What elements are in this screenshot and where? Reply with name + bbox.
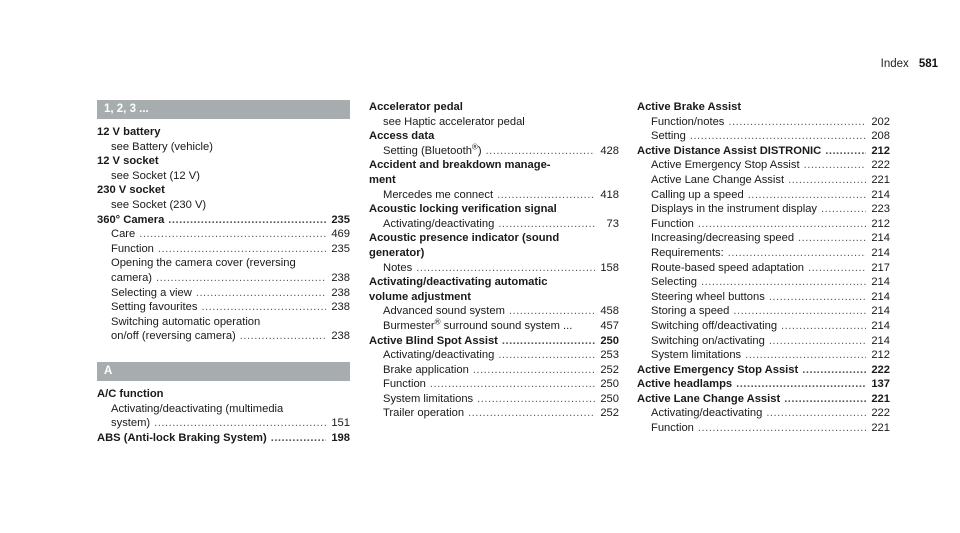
page-reference: 214: [871, 188, 890, 201]
subentry-label: Notes: [383, 261, 413, 274]
subentry-row[interactable]: [637, 275, 890, 290]
subentry-row[interactable]: [97, 416, 350, 431]
page-reference: 250: [600, 392, 619, 405]
cross-reference-link[interactable]: see Haptic accelerator pedal: [383, 115, 525, 128]
page-header: [881, 58, 938, 70]
leader-dots: [468, 406, 595, 421]
index-entry: [97, 213, 350, 344]
entry-heading-row[interactable]: [637, 392, 890, 407]
leader-dots: [430, 377, 595, 392]
leader-dots: [781, 319, 866, 334]
index-column-3: [637, 100, 890, 436]
entry-heading: A/C function: [97, 387, 164, 400]
subentry-label: Displays in the instrument display: [651, 203, 818, 216]
subentry-label: Advanced sound system: [383, 305, 505, 318]
subentry-label: Selecting: [651, 276, 698, 289]
subentry-row[interactable]: [369, 217, 619, 232]
subentry-label: Increasing/decreasing speed: [651, 232, 795, 245]
subentry-label: Active Emergency Stop Assist: [651, 159, 800, 172]
entry-heading: Active Blind Spot Assist: [369, 334, 498, 347]
leader-dots: [509, 304, 595, 319]
entry-heading: Active Distance Assist DISTRONIC: [637, 144, 822, 157]
leader-dots: [240, 329, 326, 344]
index-entry: [369, 129, 619, 158]
section-header-numbers: 1, 2, 3 ...: [97, 100, 350, 119]
entry-heading: Accident and breakdown manage-: [369, 159, 551, 172]
subentry-row[interactable]: [637, 231, 890, 246]
page-reference: 235: [331, 213, 350, 226]
subentry-label: Brake application: [383, 363, 469, 376]
subentry-label: camera): [111, 271, 153, 284]
subentry-row[interactable]: [637, 406, 890, 421]
subentry-row[interactable]: [637, 217, 890, 232]
page-reference: 221: [871, 392, 890, 405]
subentry-row[interactable]: [637, 421, 890, 436]
page-reference: 223: [871, 203, 890, 216]
entry-heading-row[interactable]: [637, 363, 890, 378]
leader-dots: [156, 271, 326, 286]
subentry-row[interactable]: [97, 300, 350, 315]
page-reference: 208: [871, 130, 890, 143]
leader-dots: [728, 115, 866, 130]
leader-dots: [769, 334, 866, 349]
entry-heading-row[interactable]: [369, 334, 619, 349]
page-reference: 212: [871, 144, 890, 157]
subentry-row[interactable]: [369, 392, 619, 407]
subentry-row[interactable]: [369, 406, 619, 421]
leader-dots: [154, 416, 326, 431]
subentry-row[interactable]: [97, 271, 350, 286]
entry-heading: 230 V socket: [97, 184, 165, 197]
page-reference: 198: [331, 431, 350, 444]
page-reference: 235: [331, 242, 350, 255]
subentry-label: Mercedes me connect: [383, 188, 494, 201]
subentry-label: Calling up a speed: [651, 188, 744, 201]
subentry-row[interactable]: [637, 115, 890, 130]
page-reference: 238: [331, 271, 350, 284]
subentry-row[interactable]: [637, 129, 890, 144]
page-reference: 458: [600, 305, 619, 318]
index-entry: [369, 100, 619, 129]
subentry-row[interactable]: [637, 304, 890, 319]
subentry-row[interactable]: [637, 188, 890, 203]
subentry-row[interactable]: [637, 261, 890, 276]
subentry-row[interactable]: [369, 377, 619, 392]
leader-dots: [416, 261, 595, 276]
subentry-label: Activating/deactivating: [383, 349, 495, 362]
index-entry: [637, 377, 890, 392]
subentry-row[interactable]: [637, 158, 890, 173]
subentry-label: Switching automatic operation: [111, 315, 261, 328]
page-reference: 214: [871, 246, 890, 259]
entry-heading: Accelerator pedal: [369, 101, 463, 113]
subentry-label: Setting (Bluetooth®): [383, 142, 482, 157]
subentry-label: Function/notes: [651, 115, 725, 128]
leader-dots: [502, 334, 595, 349]
section-header-a: A: [97, 362, 350, 381]
index-entry: [637, 392, 890, 436]
leader-dots: [808, 261, 866, 276]
entry-heading: generator): [369, 246, 425, 259]
entry-heading: volume adjustment: [369, 290, 471, 303]
subentry-row[interactable]: [369, 348, 619, 363]
leader-dots: [698, 217, 866, 232]
leader-dots: [769, 290, 866, 305]
subentry-row[interactable]: [369, 304, 619, 319]
cross-reference-link[interactable]: see Socket (230 V): [111, 198, 207, 211]
subentry-label: Switching on/activating: [651, 334, 765, 347]
leader-dots: [825, 144, 866, 159]
subentry-label: Opening the camera cover (reversing: [111, 257, 296, 270]
subentry-row[interactable]: [637, 246, 890, 261]
leader-dots: [139, 227, 326, 242]
leader-dots: [477, 392, 595, 407]
subentry-label: Function: [651, 217, 694, 230]
page-reference: 252: [600, 407, 619, 420]
page-reference: 222: [871, 363, 890, 376]
page-reference: 221: [871, 173, 890, 186]
leader-dots: [736, 377, 866, 392]
page-reference: 428: [600, 144, 619, 157]
subentry-row[interactable]: [369, 144, 619, 159]
entry-heading: Active Emergency Stop Assist: [637, 363, 799, 376]
leader-dots: [486, 144, 595, 159]
entry-heading-row[interactable]: [637, 144, 890, 159]
leader-dots: [728, 246, 866, 261]
subentry-row[interactable]: [369, 319, 619, 334]
subentry-row[interactable]: [97, 242, 350, 257]
subentry-row[interactable]: [369, 363, 619, 378]
index-entry: [369, 231, 619, 275]
leader-dots: [701, 275, 866, 290]
entry-heading: Access data: [369, 130, 435, 143]
subentry-label: Function: [383, 378, 426, 391]
page-reference: 221: [871, 422, 890, 435]
page-reference: 217: [871, 261, 890, 274]
page-reference: 457: [600, 319, 619, 332]
leader-dots: [196, 286, 326, 301]
subentry-row[interactable]: [97, 286, 350, 301]
leader-dots: [473, 363, 595, 378]
page-reference: 469: [331, 228, 350, 241]
subentry-row[interactable]: [369, 188, 619, 203]
subentry-label: Trailer operation: [383, 407, 465, 420]
leader-dots: [766, 406, 866, 421]
subentry-label: Activating/deactivating (multimedia: [111, 402, 284, 415]
page-reference: 238: [331, 286, 350, 299]
index-entry: [97, 125, 350, 154]
page-reference: 73: [606, 217, 619, 230]
subentry-label: Activating/deactivating: [651, 407, 763, 420]
leader-dots: [802, 363, 866, 378]
entry-heading: Active headlamps: [637, 378, 733, 391]
index-entry: [369, 158, 619, 202]
leader-dots: [798, 231, 866, 246]
subentry-label: Switching off/deactivating: [651, 319, 778, 332]
entry-heading: ment: [369, 173, 396, 186]
subentry-row[interactable]: [97, 329, 350, 344]
index-entry: [637, 144, 890, 363]
page-reference: 214: [871, 334, 890, 347]
page-reference: 250: [600, 334, 619, 347]
subentry-label: Route-based speed adaptation: [651, 261, 805, 274]
subentry-row[interactable]: [637, 290, 890, 305]
subentry-label: system): [111, 417, 151, 430]
page-reference: 202: [871, 115, 890, 128]
leader-dots: [497, 188, 595, 203]
page-reference: 158: [600, 261, 619, 274]
index-entry: [97, 183, 350, 212]
entry-heading: 12 V battery: [97, 126, 161, 138]
index-entry: [369, 202, 619, 231]
page-reference: 222: [871, 159, 890, 172]
subentry-label: Selecting a view: [111, 286, 192, 299]
page-reference: 151: [331, 417, 350, 430]
page-reference: 214: [871, 232, 890, 245]
entry-heading: Acoustic locking verification signal: [369, 203, 557, 216]
entry-heading: 360° Camera: [97, 213, 165, 226]
subentry-row[interactable]: [637, 334, 890, 349]
leader-dots: [733, 304, 866, 319]
page-number: 581: [918, 58, 938, 70]
page-reference: 214: [871, 305, 890, 318]
subentry-label: Function: [111, 242, 154, 255]
index-entry: [637, 100, 890, 144]
subentry-label: Activating/deactivating: [383, 217, 495, 230]
subentry-label: Requirements:: [651, 246, 724, 259]
leader-dots: [698, 421, 866, 436]
leader-dots: [690, 129, 866, 144]
cross-reference-link[interactable]: see Battery (vehicle): [111, 140, 213, 153]
leader-dots: [201, 300, 326, 315]
index-entry: [97, 387, 350, 431]
entry-heading-row[interactable]: [97, 431, 350, 446]
subentry-label: Function: [651, 422, 694, 435]
page-reference: 214: [871, 290, 890, 303]
subentry-row[interactable]: [97, 227, 350, 242]
subentry-row[interactable]: [637, 348, 890, 363]
subentry-row[interactable]: [369, 261, 619, 276]
page-reference: 212: [871, 349, 890, 362]
leader-dots: [821, 202, 866, 217]
entry-heading: Active Brake Assist: [637, 101, 742, 113]
subentry-label: Setting favourites: [111, 301, 198, 314]
index-entry: [637, 363, 890, 378]
index-label: Index: [880, 58, 909, 70]
index-column-1: [97, 100, 350, 445]
leader-dots: [804, 158, 866, 173]
index-entry: [97, 154, 350, 183]
leader-dots: [498, 348, 595, 363]
leader-dots: [788, 173, 866, 188]
page-reference: 214: [871, 319, 890, 332]
subentry-label: Active Lane Change Assist: [651, 173, 785, 186]
leader-dots: [748, 188, 866, 203]
page-reference: 238: [331, 330, 350, 343]
index-column-2: [369, 100, 619, 421]
entry-heading: Active Lane Change Assist: [637, 392, 781, 405]
subentry-label: Burmester® surround sound system ...: [383, 317, 573, 332]
subentry-row[interactable]: [637, 202, 890, 217]
leader-dots: [745, 348, 866, 363]
subentry-label: System limitations: [651, 349, 742, 362]
subentry-row[interactable]: [637, 173, 890, 188]
leader-dots: [784, 392, 866, 407]
entry-heading-row[interactable]: [637, 377, 890, 392]
index-entry: [369, 334, 619, 422]
page-reference: 250: [600, 378, 619, 391]
entry-heading-row[interactable]: [97, 213, 350, 228]
subentry-label: System limitations: [383, 392, 474, 405]
entry-heading: 12 V socket: [97, 155, 159, 168]
subentry-label: Storing a speed: [651, 305, 730, 318]
page-reference: 137: [871, 378, 890, 391]
subentry-label: Steering wheel buttons: [651, 290, 765, 303]
entry-heading: Acoustic presence indicator (sound: [369, 232, 560, 245]
entry-heading: Activating/deactivating automatic: [369, 276, 548, 289]
leader-dots: [158, 242, 326, 257]
leader-dots: [498, 217, 595, 232]
page-reference: 238: [331, 301, 350, 314]
page-reference: 214: [871, 276, 890, 289]
cross-reference-link[interactable]: see Socket (12 V): [111, 169, 200, 182]
leader-dots: [271, 431, 326, 446]
page-reference: 418: [600, 188, 619, 201]
index-entry: [97, 431, 350, 446]
page-reference: 212: [871, 217, 890, 230]
subentry-row[interactable]: [637, 319, 890, 334]
index-entry: [369, 275, 619, 333]
page-reference: 252: [600, 363, 619, 376]
subentry-label: on/off (reversing camera): [111, 330, 236, 343]
page-reference: 253: [600, 349, 619, 362]
subentry-label: Setting: [651, 130, 686, 143]
page-reference: 222: [871, 407, 890, 420]
subentry-label: Care: [111, 228, 136, 241]
leader-dots: [168, 213, 326, 228]
entry-heading: ABS (Anti-lock Braking System): [97, 431, 267, 444]
